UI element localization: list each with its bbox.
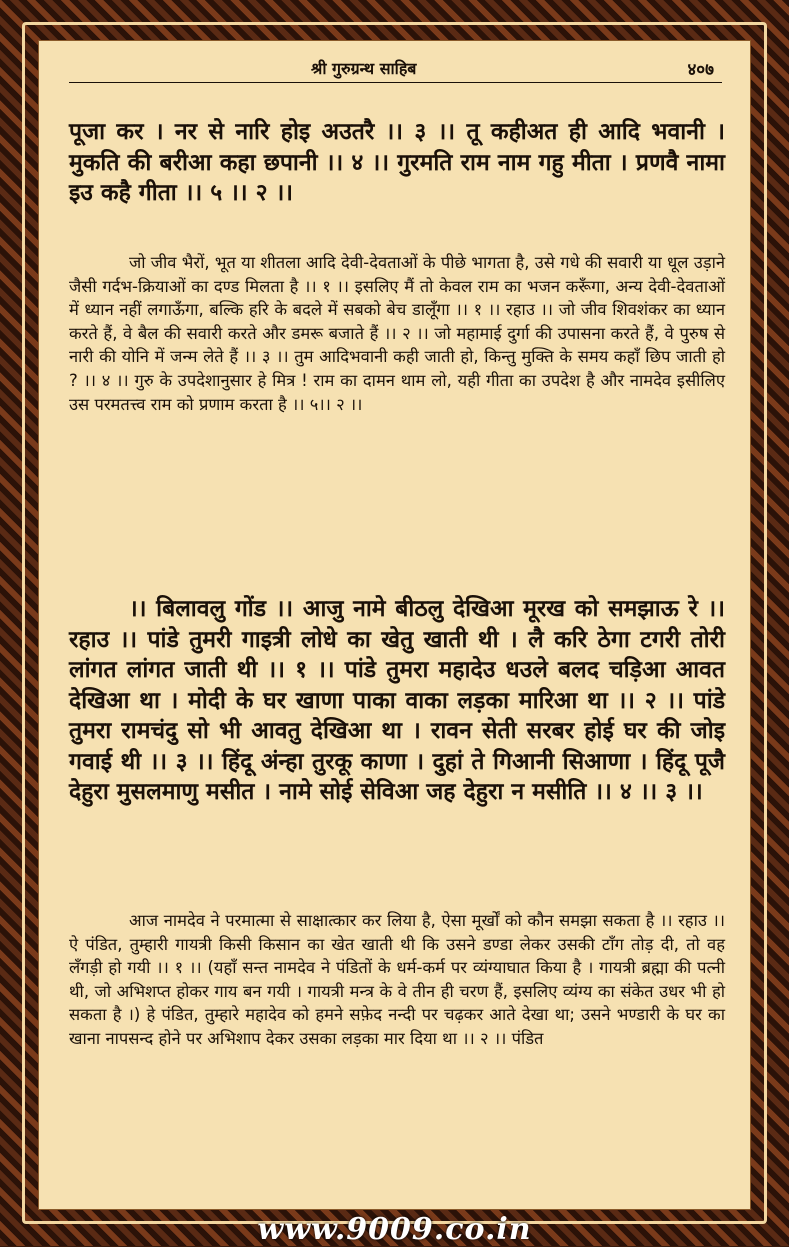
verse-block-1: पूजा कर । नर से नारि होइ अउतरै ।। ३ ।। तू कहीअत ही आदि भवानी । मुकति की बरीआ कहा छपानी ।। ४ ।। गुरमति राम नाम गहु मीता । प्रणवै नामा इउ कहै गीता ।। ५ ।। २ ।। (69, 119, 725, 206)
scripture-page (38, 40, 751, 1210)
header-rule (69, 82, 722, 83)
page-number: ४०७ (687, 60, 714, 80)
translation-block-2: आज नामदेव ने परमात्मा से साक्षात्कार कर लिया है, ऐसा मूर्खों को कौन समझा सकता है ।। रहाउ ।। ऐ पंडित, तुम्हारी गायत्री किसी किसान का खेत खाती थी कि उसने डण्डा लेकर उसकी टाँग तोड़ दी, तो वह लँगड़ी हो गयी ।। १ ।। (यहाँ सन्त नामदेव ने पंडितों के धर्म-कर्म पर व्यंग्याघात किया है । गायत्री ब्रह्मा की पत्नी थी, जो अभिशप्त होकर गाय बन गयी । गायत्री मन्त्र के वे तीन ही चरण हैं, इसलिए व्यंग्य का संकेत उधर भी हो सकता है ।) हे पंडित, तुम्हारे महादेव को हमने सफ़ेद नन्दी पर चढ़कर आते देखा था; उसने भण्डारी के घर का खाना नापसन्द होने पर अभिशाप देकर उसका लड़का मार दिया था ।। २ ।। पंडित (69, 911, 725, 1048)
verse-block-2: ।। बिलावलु गोंड ।। आजु नामे बीठलु देखिआ मूरख को समझाऊ रे ।। रहाउ ।। पांडे तुमरी गाइत्री लोधे का खेतु खाती थी । लै करि ठेगा टगरी तोरी लांगत लांगत जाती थी ।। १ ।। पांडे तुमरा महादेउ धउले बलद चड़िआ आवत देखिआ था । मोदी के घर खाणा पाका वाका लड़का मारिआ था ।। २ ।। पांडे तुमरा रामचंदु सो भी आवतु देखिआ था । रावन सेती सरबर होई घर की जोइ गवाई थी ।। ३ ।। हिंदू अंन्हा तुरकू काणा । दुहां ते गिआनी सिआणा । हिंदू पूजै देहुरा मुसलमाणु मसीत । नामे सोई सेविआ जह देहुरा न मसीति ।। ४ ।। ३ ।। (69, 596, 725, 805)
translation-block-1: जो जीव भैरों, भूत या शीतला आदि देवी-देवताओं के पीछे भागता है, उसे गधे की सवारी या धूल उड़ाने जैसी गर्दभ-क्रियाओं का दण्ड मिलता है ।। १ ।। इसलिए मैं तो केवल राम का भजन करूँगा, अन्य देवी-देवताओं में ध्यान नहीं लगाऊँगा, बल्कि हरि के बदले में सबको बेच डालूँगा ।। १ ।। रहाउ ।। जो जीव शिवशंकर का ध्यान करते हैं, वे बैल की सवारी करते और डमरू बजाते हैं ।। २ ।। जो महामाई दुर्गा की उपासना करते हैं, वे पुरुष से नारी की योनि में जन्म लेते हैं ।। ३ ।। तुम आदिभवानी कही जाती हो, किन्तु मुक्ति के समय कहाँ छिप जाती हो ? ।। ४ ।। गुरु के उपदेशानुसार हे मित्र ! राम का दामन थाम लो, यही गीता का उपदेश है और नामदेव इसीलिए उस परमतत्त्व राम को प्रणाम करता है ।। ५।। २ ।। (69, 253, 725, 414)
footer-url-link[interactable]: www.9009.co.in (257, 1212, 532, 1247)
page-title: श्री गुरुग्रन्थ साहिब (311, 59, 417, 78)
page-header (39, 55, 752, 83)
